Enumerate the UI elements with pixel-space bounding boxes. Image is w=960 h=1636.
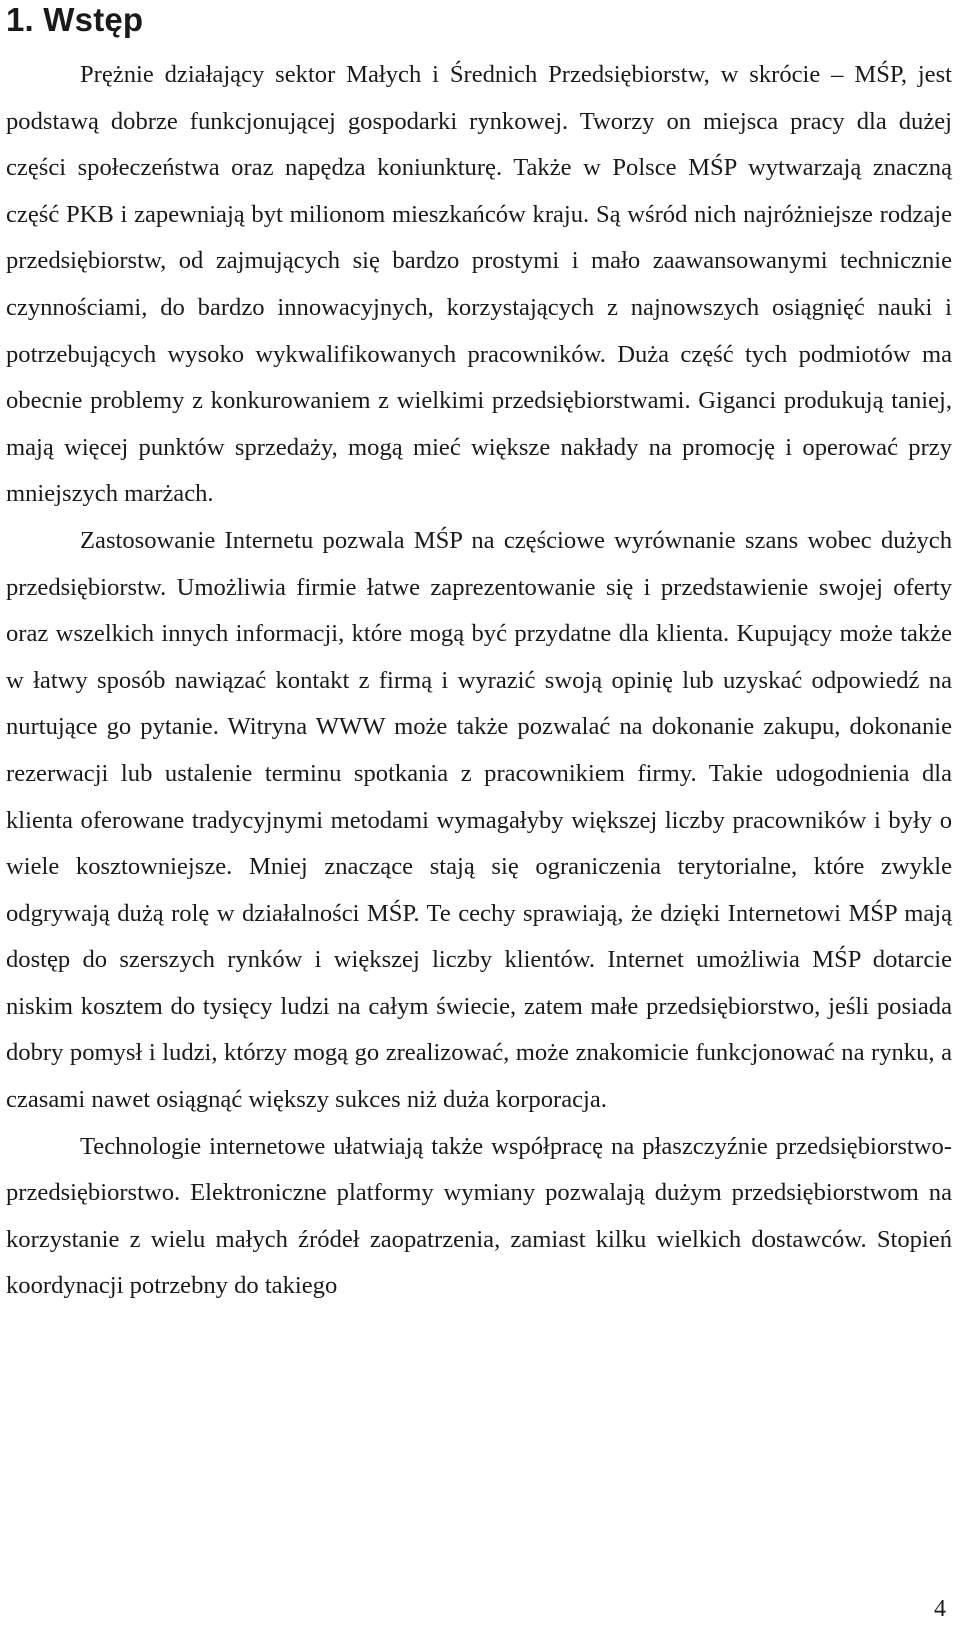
paragraph-technologies: Technologie internetowe ułatwiają także współpracę na płaszczyźnie przedsiębiorstwo-przedsiębiorstwo. Elektroniczne platformy wymiany pozwalają dużym przedsiębiorstwom na korzystanie z wielu małych źródeł zaopatrzenia, zamiast kilku wielkich dostawców. Stopień koordynacji potrzebny do takiego [6, 1132, 952, 1300]
paragraph-intro: Prężnie działający sektor Małych i Średnich Przedsiębiorstw, w skrócie – MŚP, jest podstawą dobrze funkcjonującej gospodarki rynkowej. Tworzy on miejsca pracy dla dużej części społeczeństwa oraz napędza koniunkturę. Także w Polsce MŚP wytwarzają znaczną część PKB i zapewniają byt milionom mieszkańców kraju. Są wśród nich najróżniejsze rodzaje przedsiębiorstw, od zajmujących się bardzo prostymi i mało zaawansowanymi technicznie czynnościami, do bardzo innowacyjnych, korzystających z najnowszych osiągnięć nauki i potrzebujących wysoko wykwalifikowanych pracowników. Duża część tych podmiotów ma obecnie problemy z konkurowaniem z wielkimi przedsiębiorstwami. Giganci produkują taniej, mają więcej punktów sprzedaży, mogą mieć większe nakłady na promocję i operować przy mniejszych marżach. [6, 61, 952, 508]
document-page [6, 0, 952, 1310]
page-number: 4 [934, 1596, 946, 1622]
paragraph-internet: Zastosowanie Internetu pozwala MŚP na częściowe wyrównanie szans wobec dużych przedsiębiorstw. Umożliwia firmie łatwe zaprezentowanie się i przedstawienie swojej oferty oraz wszelkich innych informacji, które mogą być przydatne dla klienta. Kupujący może także w łatwy sposób nawiązać kontakt z firmą i wyrazić swoją opinię lub uzyskać odpowiedź na nurtujące go pytanie. Witryna WWW może także pozwalać na dokonanie zakupu, dokonanie rezerwacji lub ustalenie terminu spotkania z pracownikiem firmy. Takie udogodnienia dla klienta oferowane tradycyjnymi metodami wymagałyby większej liczby pracowników i były o wiele kosztowniejsze. Mniej znaczące stają się ograniczenia terytorialne, które zwykle odgrywają dużą rolę w działalności MŚP. Te cechy sprawiają, że dzięki Internetowi MŚP mają dostęp do szerszych rynków i większej liczby klientów. Internet umożliwia MŚP dotarcie niskim kosztem do tysięcy ludzi na całym świecie, zatem małe przedsiębiorstwo, jeśli posiada dobry pomysł i ludzi, którzy mogą go zrealizować, może znakomicie funkcjonować na rynku, a czasami nawet osiągnąć większy sukces niż duża korporacja. [6, 526, 952, 1114]
section-heading: 1. Wstęp [6, 1, 144, 38]
